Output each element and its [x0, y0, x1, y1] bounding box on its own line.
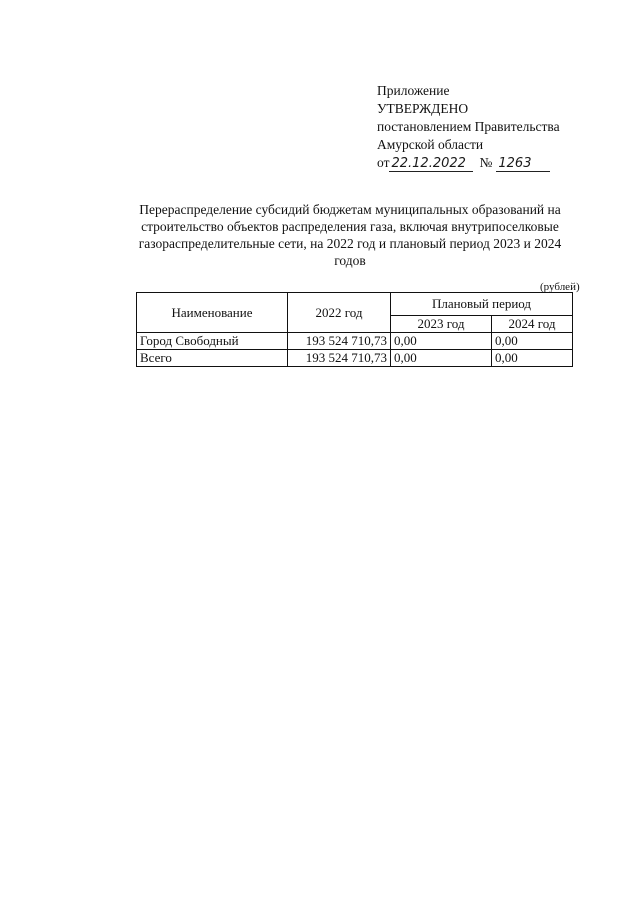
- document-title: [110, 201, 590, 269]
- approval-block: [377, 82, 560, 172]
- table-row: [137, 350, 573, 367]
- units-label: (рублей): [540, 281, 580, 293]
- handwritten-date: 22.12.2022: [389, 156, 473, 172]
- region-label: Амурской области: [377, 137, 484, 152]
- row-2024: 0,00: [492, 350, 573, 367]
- title-line-2: строительство объектов распределения газа, включая внутрипоселковые: [141, 219, 559, 234]
- from-prefix: от: [377, 155, 390, 170]
- row-name: Всего: [137, 350, 288, 367]
- row-2024: 0,00: [492, 333, 573, 350]
- header-2022: 2022 год: [288, 293, 391, 333]
- row-2023: 0,00: [391, 333, 492, 350]
- row-name: Город Свободный: [137, 333, 288, 350]
- row-2022: 193 524 710,73: [288, 350, 391, 367]
- decree-label: постановлением Правительства: [377, 119, 560, 134]
- row-2023: 0,00: [391, 350, 492, 367]
- row-2022: 193 524 710,73: [288, 333, 391, 350]
- appendix-label: Приложение: [377, 83, 450, 98]
- approved-label: УТВЕРЖДЕНО: [377, 101, 469, 116]
- decree-date-number: [377, 154, 560, 172]
- number-sign: №: [479, 155, 493, 170]
- header-planned-period: Плановый период: [391, 293, 573, 316]
- subsidy-table: [136, 292, 573, 367]
- title-line-4: годов: [334, 253, 366, 268]
- table-header-row: [137, 293, 573, 316]
- handwritten-number: 1263: [496, 156, 550, 172]
- header-2024: 2024 год: [492, 316, 573, 333]
- header-name: Наименование: [137, 293, 288, 333]
- table-row: [137, 333, 573, 350]
- title-line-1: Перераспределение субсидий бюджетам муниципальных образований на: [139, 202, 561, 217]
- header-2023: 2023 год: [391, 316, 492, 333]
- title-line-3: газораспределительные сети, на 2022 год и плановый период 2023 и 2024: [138, 236, 562, 251]
